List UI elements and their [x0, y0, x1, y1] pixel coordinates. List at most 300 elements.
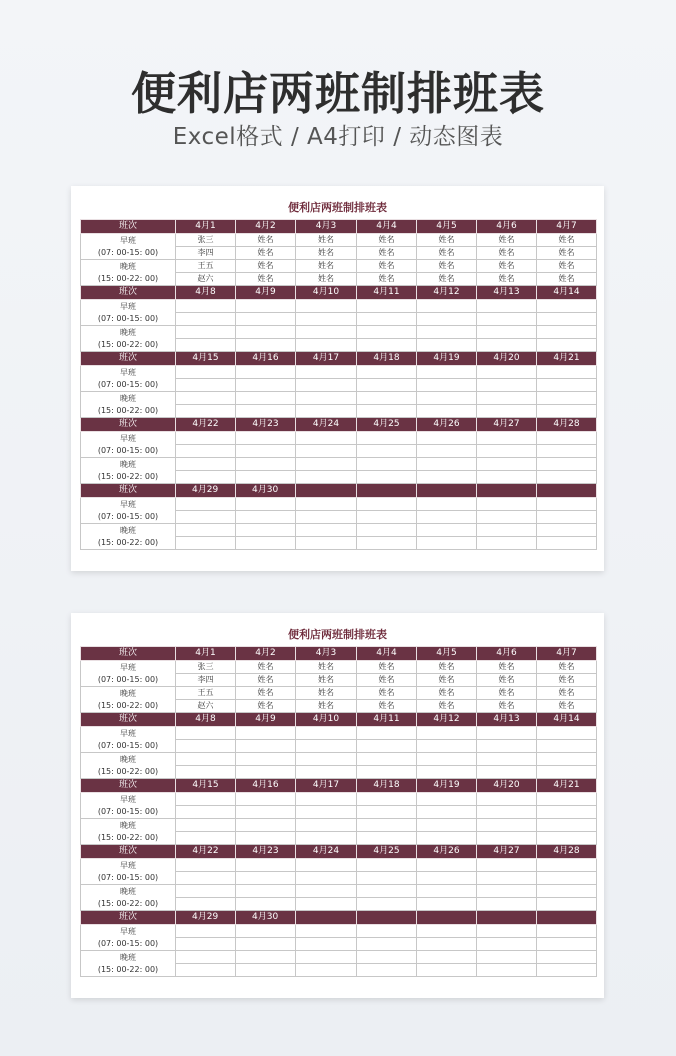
- staff-name-cell[interactable]: [296, 832, 357, 845]
- staff-name-cell[interactable]: [236, 766, 296, 779]
- date-header: 4月23: [236, 418, 296, 432]
- staff-name-cell[interactable]: 姓名: [236, 247, 296, 260]
- staff-name-cell[interactable]: 姓名: [357, 247, 417, 260]
- staff-name-cell[interactable]: [176, 458, 236, 471]
- staff-name-cell[interactable]: [176, 951, 236, 964]
- staff-name-cell[interactable]: [417, 300, 477, 313]
- staff-name-cell[interactable]: [236, 727, 296, 740]
- staff-name-cell[interactable]: 李四: [176, 247, 236, 260]
- staff-name-cell[interactable]: 姓名: [296, 687, 357, 700]
- staff-name-cell[interactable]: [477, 766, 537, 779]
- staff-name-cell[interactable]: [417, 405, 477, 418]
- staff-name-cell[interactable]: [537, 445, 597, 458]
- staff-name-cell[interactable]: 姓名: [417, 661, 477, 674]
- staff-name-cell[interactable]: [417, 366, 477, 379]
- staff-name-cell[interactable]: 姓名: [357, 273, 417, 286]
- staff-name-cell[interactable]: [296, 445, 357, 458]
- staff-name-cell[interactable]: [537, 898, 597, 911]
- staff-name-cell[interactable]: [357, 339, 417, 352]
- staff-name-cell[interactable]: [477, 806, 537, 819]
- staff-name-cell[interactable]: [357, 432, 417, 445]
- staff-name-cell[interactable]: [417, 432, 477, 445]
- staff-name-cell[interactable]: [357, 859, 417, 872]
- staff-name-cell[interactable]: 姓名: [477, 661, 537, 674]
- staff-name-cell[interactable]: 姓名: [236, 234, 296, 247]
- staff-name-cell[interactable]: [417, 326, 477, 339]
- staff-name-cell[interactable]: [537, 300, 597, 313]
- staff-name-cell[interactable]: [236, 458, 296, 471]
- staff-name-cell[interactable]: [296, 951, 357, 964]
- staff-name-cell[interactable]: [296, 859, 357, 872]
- staff-name-cell[interactable]: [477, 753, 537, 766]
- staff-name-cell[interactable]: [296, 458, 357, 471]
- staff-name-cell[interactable]: 姓名: [477, 687, 537, 700]
- staff-name-cell[interactable]: [477, 379, 537, 392]
- staff-name-cell[interactable]: [236, 859, 296, 872]
- staff-name-cell[interactable]: [477, 859, 537, 872]
- staff-name-cell[interactable]: [417, 511, 477, 524]
- staff-name-cell[interactable]: 姓名: [417, 700, 477, 713]
- staff-name-cell[interactable]: [176, 925, 236, 938]
- staff-name-cell[interactable]: [236, 498, 296, 511]
- staff-name-cell[interactable]: [236, 753, 296, 766]
- date-header: 4月7: [537, 647, 597, 661]
- staff-name-cell[interactable]: 姓名: [417, 687, 477, 700]
- staff-name-cell[interactable]: [537, 793, 597, 806]
- staff-name-cell[interactable]: [176, 537, 236, 550]
- shift-name: 早班: [120, 794, 136, 804]
- staff-name-cell[interactable]: [176, 339, 236, 352]
- staff-name-cell[interactable]: [176, 806, 236, 819]
- staff-name-cell[interactable]: [357, 537, 417, 550]
- staff-name-cell[interactable]: [477, 366, 537, 379]
- staff-name-cell[interactable]: [296, 366, 357, 379]
- staff-name-cell[interactable]: [176, 753, 236, 766]
- staff-name-cell[interactable]: [236, 938, 296, 951]
- staff-name-cell[interactable]: [417, 925, 477, 938]
- staff-name-cell[interactable]: [477, 511, 537, 524]
- staff-name-cell[interactable]: [296, 432, 357, 445]
- staff-name-cell[interactable]: [296, 313, 357, 326]
- staff-name-cell[interactable]: [176, 445, 236, 458]
- staff-name-cell[interactable]: 姓名: [236, 674, 296, 687]
- staff-name-cell[interactable]: 姓名: [477, 674, 537, 687]
- staff-name-cell[interactable]: 姓名: [357, 234, 417, 247]
- staff-name-cell[interactable]: [477, 313, 537, 326]
- staff-name-cell[interactable]: [357, 511, 417, 524]
- staff-name-cell[interactable]: [357, 471, 417, 484]
- staff-name-cell[interactable]: [477, 471, 537, 484]
- staff-name-cell[interactable]: [417, 339, 477, 352]
- staff-name-cell[interactable]: [176, 793, 236, 806]
- staff-name-cell[interactable]: [477, 925, 537, 938]
- late-shift-row: [81, 326, 597, 339]
- staff-name-cell[interactable]: [357, 964, 417, 977]
- staff-name-cell[interactable]: [357, 806, 417, 819]
- staff-name-cell[interactable]: [417, 498, 477, 511]
- staff-name-cell[interactable]: [176, 885, 236, 898]
- staff-name-cell[interactable]: [477, 537, 537, 550]
- staff-name-cell[interactable]: [176, 300, 236, 313]
- staff-name-cell[interactable]: [357, 524, 417, 537]
- staff-name-cell[interactable]: [417, 938, 477, 951]
- staff-name-cell[interactable]: [417, 537, 477, 550]
- date-header: 4月1: [176, 220, 236, 234]
- staff-name-cell[interactable]: [537, 832, 597, 845]
- staff-name-cell[interactable]: 姓名: [236, 700, 296, 713]
- staff-name-cell[interactable]: [236, 524, 296, 537]
- shift-name: 晚班: [120, 688, 136, 698]
- staff-name-cell[interactable]: [417, 471, 477, 484]
- staff-name-cell[interactable]: 赵六: [176, 273, 236, 286]
- staff-name-cell[interactable]: [176, 727, 236, 740]
- staff-name-cell[interactable]: [417, 379, 477, 392]
- staff-name-cell[interactable]: [357, 951, 417, 964]
- staff-name-cell[interactable]: [296, 753, 357, 766]
- staff-name-cell[interactable]: [477, 524, 537, 537]
- staff-name-cell[interactable]: [236, 313, 296, 326]
- staff-name-cell[interactable]: [537, 872, 597, 885]
- staff-name-cell[interactable]: [417, 832, 477, 845]
- staff-name-cell[interactable]: 姓名: [477, 234, 537, 247]
- staff-name-cell[interactable]: [296, 898, 357, 911]
- staff-name-cell[interactable]: [417, 898, 477, 911]
- staff-name-cell[interactable]: [236, 445, 296, 458]
- staff-name-cell[interactable]: [357, 458, 417, 471]
- staff-name-cell[interactable]: 姓名: [357, 661, 417, 674]
- staff-name-cell[interactable]: [537, 405, 597, 418]
- staff-name-cell[interactable]: [236, 511, 296, 524]
- staff-name-cell[interactable]: [176, 405, 236, 418]
- date-header: 4月26: [417, 845, 477, 859]
- staff-name-cell[interactable]: [176, 432, 236, 445]
- staff-name-cell[interactable]: [477, 819, 537, 832]
- staff-name-cell[interactable]: [537, 885, 597, 898]
- staff-name-cell[interactable]: [236, 832, 296, 845]
- staff-name-cell[interactable]: [296, 727, 357, 740]
- staff-name-cell[interactable]: [296, 379, 357, 392]
- staff-name-cell[interactable]: [417, 885, 477, 898]
- staff-name-cell[interactable]: [417, 793, 477, 806]
- staff-name-cell[interactable]: 姓名: [417, 674, 477, 687]
- staff-name-cell[interactable]: 姓名: [417, 260, 477, 273]
- staff-name-cell[interactable]: [176, 938, 236, 951]
- staff-name-cell[interactable]: 姓名: [417, 247, 477, 260]
- staff-name-cell[interactable]: [296, 793, 357, 806]
- staff-name-cell[interactable]: 姓名: [236, 260, 296, 273]
- staff-name-cell[interactable]: [477, 458, 537, 471]
- staff-name-cell[interactable]: 姓名: [357, 260, 417, 273]
- staff-name-cell[interactable]: [357, 938, 417, 951]
- staff-name-cell[interactable]: [537, 432, 597, 445]
- staff-name-cell[interactable]: 姓名: [296, 661, 357, 674]
- staff-name-cell[interactable]: [537, 819, 597, 832]
- staff-name-cell[interactable]: [236, 740, 296, 753]
- staff-name-cell[interactable]: [296, 339, 357, 352]
- staff-name-cell[interactable]: [236, 392, 296, 405]
- staff-name-cell[interactable]: [176, 740, 236, 753]
- staff-name-cell[interactable]: [537, 379, 597, 392]
- staff-name-cell[interactable]: 姓名: [296, 674, 357, 687]
- staff-name-cell[interactable]: [357, 313, 417, 326]
- staff-name-cell[interactable]: [477, 938, 537, 951]
- staff-name-cell[interactable]: 姓名: [537, 260, 597, 273]
- staff-name-cell[interactable]: [236, 964, 296, 977]
- staff-name-cell[interactable]: 姓名: [477, 700, 537, 713]
- staff-name-cell[interactable]: [236, 300, 296, 313]
- staff-name-cell[interactable]: [357, 300, 417, 313]
- staff-name-cell[interactable]: [477, 898, 537, 911]
- staff-name-cell[interactable]: [357, 445, 417, 458]
- date-header: 4月24: [296, 418, 357, 432]
- staff-name-cell[interactable]: [417, 951, 477, 964]
- staff-name-cell[interactable]: [236, 366, 296, 379]
- staff-name-cell[interactable]: [537, 498, 597, 511]
- late-shift-label: [81, 524, 176, 550]
- staff-name-cell[interactable]: [296, 537, 357, 550]
- staff-name-cell[interactable]: 姓名: [537, 661, 597, 674]
- staff-name-cell[interactable]: [537, 753, 597, 766]
- staff-name-cell[interactable]: 姓名: [296, 700, 357, 713]
- staff-name-cell[interactable]: [537, 806, 597, 819]
- staff-name-cell[interactable]: [537, 964, 597, 977]
- staff-name-cell[interactable]: [296, 300, 357, 313]
- staff-name-cell[interactable]: [477, 793, 537, 806]
- staff-name-cell[interactable]: [296, 740, 357, 753]
- shift-hours: (15: 00-22: 00): [97, 339, 159, 349]
- staff-name-cell[interactable]: 姓名: [477, 247, 537, 260]
- staff-name-cell[interactable]: [357, 898, 417, 911]
- staff-name-cell[interactable]: [417, 819, 477, 832]
- staff-name-cell[interactable]: [176, 366, 236, 379]
- staff-name-cell[interactable]: [176, 898, 236, 911]
- staff-name-cell[interactable]: 姓名: [357, 687, 417, 700]
- staff-name-cell[interactable]: [477, 300, 537, 313]
- staff-name-cell[interactable]: [417, 524, 477, 537]
- staff-name-cell[interactable]: [236, 872, 296, 885]
- staff-name-cell[interactable]: [296, 524, 357, 537]
- staff-name-cell[interactable]: [236, 925, 296, 938]
- staff-name-cell[interactable]: [477, 392, 537, 405]
- staff-name-cell[interactable]: 姓名: [357, 700, 417, 713]
- staff-name-cell[interactable]: [417, 806, 477, 819]
- shift-column-header: 班次: [81, 352, 176, 366]
- staff-name-cell[interactable]: [296, 885, 357, 898]
- staff-name-cell[interactable]: 姓名: [296, 234, 357, 247]
- staff-name-cell[interactable]: [537, 339, 597, 352]
- staff-name-cell[interactable]: [296, 872, 357, 885]
- staff-name-cell[interactable]: [176, 326, 236, 339]
- staff-name-cell[interactable]: [537, 326, 597, 339]
- staff-name-cell[interactable]: [417, 313, 477, 326]
- staff-name-cell[interactable]: 张三: [176, 661, 236, 674]
- staff-name-cell[interactable]: 姓名: [477, 273, 537, 286]
- staff-name-cell[interactable]: 姓名: [236, 273, 296, 286]
- staff-name-cell[interactable]: [477, 951, 537, 964]
- staff-name-cell[interactable]: 姓名: [236, 687, 296, 700]
- staff-name-cell[interactable]: 王五: [176, 260, 236, 273]
- staff-name-cell[interactable]: [357, 740, 417, 753]
- staff-name-cell[interactable]: [417, 766, 477, 779]
- staff-name-cell[interactable]: [477, 405, 537, 418]
- staff-name-cell[interactable]: [477, 326, 537, 339]
- staff-name-cell[interactable]: [417, 753, 477, 766]
- staff-name-cell[interactable]: [417, 859, 477, 872]
- staff-name-cell[interactable]: 姓名: [417, 273, 477, 286]
- staff-name-cell[interactable]: [236, 339, 296, 352]
- shift-hours: (07: 00-15: 00): [97, 806, 159, 816]
- staff-name-cell[interactable]: [357, 379, 417, 392]
- staff-name-cell[interactable]: 王五: [176, 687, 236, 700]
- staff-name-cell[interactable]: [357, 498, 417, 511]
- staff-name-cell[interactable]: [176, 832, 236, 845]
- staff-name-cell[interactable]: [176, 379, 236, 392]
- staff-name-cell[interactable]: [537, 524, 597, 537]
- staff-name-cell[interactable]: [236, 537, 296, 550]
- staff-name-cell[interactable]: [417, 727, 477, 740]
- date-header: 4月12: [417, 713, 477, 727]
- staff-name-cell[interactable]: [357, 885, 417, 898]
- staff-name-cell[interactable]: [236, 806, 296, 819]
- staff-name-cell[interactable]: [477, 885, 537, 898]
- staff-name-cell[interactable]: [176, 313, 236, 326]
- staff-name-cell[interactable]: [176, 471, 236, 484]
- staff-name-cell[interactable]: [477, 339, 537, 352]
- staff-name-cell[interactable]: [357, 753, 417, 766]
- staff-name-cell[interactable]: [236, 379, 296, 392]
- staff-name-cell[interactable]: 张三: [176, 234, 236, 247]
- staff-name-cell[interactable]: 姓名: [537, 674, 597, 687]
- staff-name-cell[interactable]: [477, 727, 537, 740]
- staff-name-cell[interactable]: 姓名: [537, 700, 597, 713]
- staff-name-cell[interactable]: 姓名: [477, 260, 537, 273]
- staff-name-cell[interactable]: [176, 498, 236, 511]
- staff-name-cell[interactable]: 姓名: [296, 260, 357, 273]
- staff-name-cell[interactable]: [417, 392, 477, 405]
- staff-name-cell[interactable]: [537, 859, 597, 872]
- staff-name-cell[interactable]: 姓名: [296, 273, 357, 286]
- staff-name-cell[interactable]: [236, 819, 296, 832]
- staff-name-cell[interactable]: [357, 392, 417, 405]
- staff-name-cell[interactable]: [296, 964, 357, 977]
- staff-name-cell[interactable]: [357, 366, 417, 379]
- staff-name-cell[interactable]: [236, 951, 296, 964]
- staff-name-cell[interactable]: [537, 537, 597, 550]
- staff-name-cell[interactable]: [176, 524, 236, 537]
- staff-name-cell[interactable]: [537, 458, 597, 471]
- staff-name-cell[interactable]: [296, 925, 357, 938]
- staff-name-cell[interactable]: 李四: [176, 674, 236, 687]
- staff-name-cell[interactable]: [296, 471, 357, 484]
- staff-name-cell[interactable]: [537, 511, 597, 524]
- staff-name-cell[interactable]: 姓名: [537, 273, 597, 286]
- staff-name-cell[interactable]: 姓名: [537, 234, 597, 247]
- staff-name-cell[interactable]: [296, 819, 357, 832]
- staff-name-cell[interactable]: [477, 432, 537, 445]
- staff-name-cell[interactable]: [296, 392, 357, 405]
- staff-name-cell[interactable]: [236, 885, 296, 898]
- staff-name-cell[interactable]: [236, 432, 296, 445]
- staff-name-cell[interactable]: [477, 445, 537, 458]
- week-header-row: [81, 845, 597, 859]
- staff-name-cell[interactable]: [176, 964, 236, 977]
- staff-name-cell[interactable]: [296, 511, 357, 524]
- late-shift-label: [81, 326, 176, 352]
- staff-name-cell[interactable]: [417, 964, 477, 977]
- staff-name-cell[interactable]: 姓名: [296, 247, 357, 260]
- staff-name-cell[interactable]: [176, 819, 236, 832]
- staff-name-cell[interactable]: [176, 392, 236, 405]
- staff-name-cell[interactable]: [357, 819, 417, 832]
- shift-hours: (07: 00-15: 00): [97, 674, 159, 684]
- staff-name-cell[interactable]: [417, 872, 477, 885]
- staff-name-cell[interactable]: [357, 872, 417, 885]
- staff-name-cell[interactable]: 姓名: [537, 687, 597, 700]
- staff-name-cell[interactable]: [296, 938, 357, 951]
- staff-name-cell[interactable]: [477, 740, 537, 753]
- staff-name-cell[interactable]: [357, 832, 417, 845]
- staff-name-cell[interactable]: 赵六: [176, 700, 236, 713]
- staff-name-cell[interactable]: [296, 498, 357, 511]
- staff-name-cell[interactable]: [176, 511, 236, 524]
- staff-name-cell[interactable]: [236, 405, 296, 418]
- staff-name-cell[interactable]: [537, 925, 597, 938]
- staff-name-cell[interactable]: [176, 766, 236, 779]
- staff-name-cell[interactable]: [176, 872, 236, 885]
- staff-name-cell[interactable]: [417, 445, 477, 458]
- staff-name-cell[interactable]: [537, 392, 597, 405]
- staff-name-cell[interactable]: [236, 793, 296, 806]
- staff-name-cell[interactable]: 姓名: [357, 674, 417, 687]
- staff-name-cell[interactable]: [296, 326, 357, 339]
- staff-name-cell[interactable]: [477, 964, 537, 977]
- staff-name-cell[interactable]: [236, 326, 296, 339]
- staff-name-cell[interactable]: [236, 898, 296, 911]
- staff-name-cell[interactable]: [357, 326, 417, 339]
- staff-name-cell[interactable]: [537, 313, 597, 326]
- staff-name-cell[interactable]: [296, 766, 357, 779]
- staff-name-cell[interactable]: 姓名: [537, 247, 597, 260]
- staff-name-cell[interactable]: [417, 740, 477, 753]
- staff-name-cell[interactable]: 姓名: [417, 234, 477, 247]
- staff-name-cell[interactable]: [357, 766, 417, 779]
- staff-name-cell[interactable]: [296, 806, 357, 819]
- staff-name-cell[interactable]: [296, 405, 357, 418]
- staff-name-cell[interactable]: [537, 366, 597, 379]
- staff-name-cell[interactable]: [537, 727, 597, 740]
- date-header: [296, 911, 357, 925]
- shift-name: 早班: [120, 367, 136, 377]
- shift-name: 晚班: [120, 754, 136, 764]
- staff-name-cell[interactable]: [357, 405, 417, 418]
- staff-name-cell[interactable]: [537, 938, 597, 951]
- staff-name-cell[interactable]: [537, 471, 597, 484]
- staff-name-cell[interactable]: [176, 859, 236, 872]
- staff-name-cell[interactable]: [477, 832, 537, 845]
- staff-name-cell[interactable]: [236, 471, 296, 484]
- staff-name-cell[interactable]: [477, 872, 537, 885]
- staff-name-cell[interactable]: [357, 925, 417, 938]
- staff-name-cell[interactable]: [357, 727, 417, 740]
- staff-name-cell[interactable]: [477, 498, 537, 511]
- staff-name-cell[interactable]: [357, 793, 417, 806]
- shift-name: 早班: [120, 433, 136, 443]
- staff-name-cell[interactable]: [537, 740, 597, 753]
- staff-name-cell[interactable]: [537, 951, 597, 964]
- staff-name-cell[interactable]: [537, 766, 597, 779]
- staff-name-cell[interactable]: [417, 458, 477, 471]
- staff-name-cell[interactable]: 姓名: [236, 661, 296, 674]
